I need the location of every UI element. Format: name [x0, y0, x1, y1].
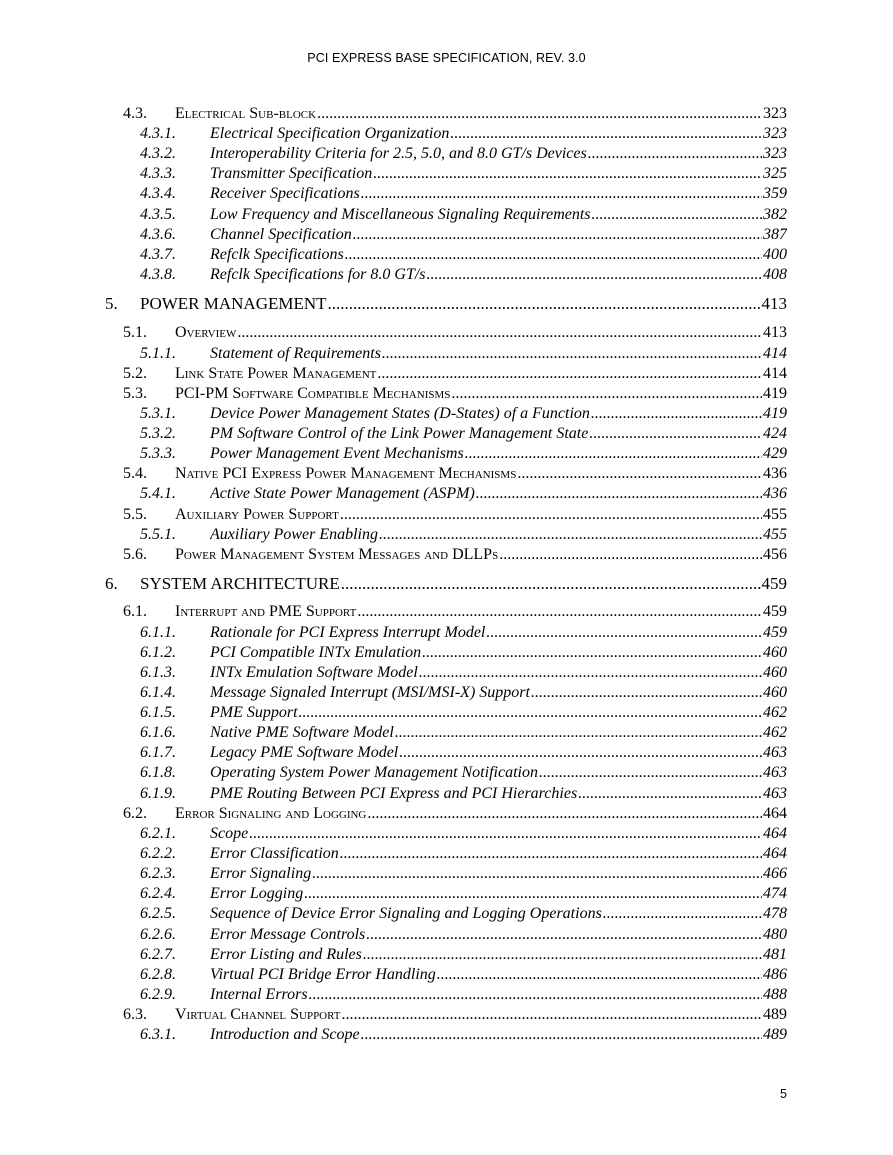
- dot-leader: [499, 545, 762, 565]
- dot-leader: [539, 763, 762, 783]
- toc-entry-page: 464: [763, 845, 787, 862]
- toc-entry-number: 4.3.2.: [140, 145, 176, 162]
- toc-entry-number: 4.3.5.: [140, 206, 176, 223]
- toc-entry-number: 5.3.1.: [140, 405, 176, 422]
- toc-entry-number: 6.1.3.: [140, 664, 176, 681]
- dot-leader: [437, 965, 762, 985]
- dot-leader: [353, 225, 762, 245]
- toc-entry-number: 6.: [105, 574, 118, 593]
- toc-entry-title: Interoperability Criteria for 2.5, 5.0, and 8.0 GT/s Devices: [210, 145, 587, 162]
- toc-entry-number: 6.1.5.: [140, 704, 176, 721]
- toc-entry[interactable]: [0, 643, 893, 663]
- toc-entry-page: 462: [763, 724, 787, 741]
- toc-entry-title: Power Management Event Mechanisms: [210, 445, 464, 462]
- toc-entry[interactable]: [0, 505, 893, 525]
- dot-leader: [451, 384, 762, 404]
- dot-leader: [531, 683, 762, 703]
- toc-entry-page: 466: [763, 865, 787, 882]
- toc-entry-number: 5.1.: [123, 324, 147, 341]
- toc-entry[interactable]: [0, 464, 893, 484]
- toc-entry-number: 5.5.: [123, 506, 147, 523]
- toc-entry-page: 488: [763, 986, 787, 1003]
- toc-entry-title: PME Support: [210, 704, 298, 721]
- toc-entry[interactable]: [0, 245, 893, 265]
- toc-entry[interactable]: [0, 824, 893, 844]
- toc-entry-number: 6.3.: [123, 1006, 147, 1023]
- toc-entry[interactable]: [0, 985, 893, 1005]
- toc-entry[interactable]: [0, 945, 893, 965]
- toc-entry[interactable]: [0, 124, 893, 144]
- dot-leader: [366, 925, 762, 945]
- toc-entry[interactable]: [0, 763, 893, 783]
- toc-entry-title: Scope: [210, 825, 249, 842]
- toc-entry-number: 6.2.7.: [140, 946, 176, 963]
- toc-entry-page: 455: [763, 506, 787, 523]
- toc-entry[interactable]: [0, 663, 893, 683]
- toc-entry[interactable]: [0, 743, 893, 763]
- toc-entry-page: 463: [763, 785, 787, 802]
- toc-entry-title: Link State Power Management: [175, 365, 377, 382]
- dot-leader: [373, 164, 762, 184]
- toc-entry-title: Auxiliary Power Support: [175, 506, 339, 523]
- dot-leader: [592, 205, 762, 225]
- toc-entry-number: 4.3.4.: [140, 185, 176, 202]
- toc-entry-page: 486: [763, 966, 787, 983]
- toc-entry-number: 5.2.: [123, 365, 147, 382]
- toc-entry-number: 6.2.5.: [140, 905, 176, 922]
- toc-entry-number: 4.3.1.: [140, 125, 176, 142]
- toc-entry[interactable]: [0, 925, 893, 945]
- toc-entry[interactable]: [0, 404, 893, 424]
- dot-leader: [237, 323, 762, 343]
- toc-entry-page: 459: [763, 603, 787, 620]
- toc-entry-page: 382: [763, 206, 787, 223]
- toc-entry-number: 6.1.1.: [140, 624, 176, 641]
- toc-entry-number: 4.3.3.: [140, 165, 176, 182]
- toc-entry[interactable]: [0, 1025, 893, 1045]
- toc-entry-number: 5.: [105, 294, 118, 313]
- dot-leader: [422, 643, 762, 663]
- toc-entry-number: 4.3.7.: [140, 246, 176, 263]
- toc-entry-title: INTx Emulation Software Model: [210, 664, 418, 681]
- toc-entry-title: Electrical Specification Organization: [210, 125, 450, 142]
- toc-entry-title: PCI Compatible INTx Emulation: [210, 644, 422, 661]
- dot-leader: [603, 904, 762, 924]
- toc-entry-title: Electrical Sub-block: [175, 105, 317, 122]
- toc-entry-page: 489: [763, 1006, 787, 1023]
- toc-entry-page: 419: [763, 405, 787, 422]
- toc-entry-page: 323: [763, 105, 787, 122]
- toc-entry[interactable]: [0, 602, 893, 622]
- dot-leader: [379, 525, 762, 545]
- dot-leader: [517, 464, 762, 484]
- toc-entry-title: Error Signaling: [210, 865, 312, 882]
- toc-entry-title: Refclk Specifications for 8.0 GT/s: [210, 266, 426, 283]
- dot-leader: [345, 245, 762, 265]
- toc-entry-number: 6.1.4.: [140, 684, 176, 701]
- toc-entry-number: 6.1.8.: [140, 764, 176, 781]
- dot-leader: [419, 663, 762, 683]
- toc-entry-title: Error Classification: [210, 845, 339, 862]
- toc-entry-number: 4.3.6.: [140, 226, 176, 243]
- dot-leader: [589, 424, 762, 444]
- toc-entry-page: 464: [763, 825, 787, 842]
- toc-entry-number: 6.1.6.: [140, 724, 176, 741]
- dot-leader: [591, 404, 762, 424]
- toc-entry[interactable]: [0, 294, 893, 314]
- toc-entry-number: 6.1.2.: [140, 644, 176, 661]
- toc-entry-number: 5.3.: [123, 385, 147, 402]
- toc-entry[interactable]: [0, 723, 893, 743]
- toc-entry-number: 6.2.4.: [140, 885, 176, 902]
- toc-entry[interactable]: [0, 965, 893, 985]
- toc-entry[interactable]: [0, 323, 893, 343]
- toc-entry-page: 460: [763, 644, 787, 661]
- toc-entry-page: 359: [763, 185, 787, 202]
- toc-entry-number: 5.1.1.: [140, 345, 176, 362]
- toc-entry[interactable]: [0, 864, 893, 884]
- toc-entry-number: 5.3.3.: [140, 445, 176, 462]
- toc-entry-number: 6.2.6.: [140, 926, 176, 943]
- toc-entry-page: 464: [763, 805, 787, 822]
- toc-entry-page: 463: [763, 744, 787, 761]
- toc-entry-title: PME Routing Between PCI Express and PCI Hierarchies: [210, 785, 578, 802]
- toc-entry[interactable]: [0, 184, 893, 204]
- toc-entry[interactable]: [0, 703, 893, 723]
- dot-leader: [342, 1005, 762, 1025]
- toc-entry-number: 4.3.: [123, 105, 147, 122]
- dot-leader: [317, 104, 762, 124]
- toc-entry-page: 325: [763, 165, 787, 182]
- dot-leader: [299, 703, 762, 723]
- dot-leader: [578, 784, 762, 804]
- toc-entry[interactable]: [0, 545, 893, 565]
- toc-entry-title: Operating System Power Management Notification: [210, 764, 538, 781]
- toc-entry-title: Error Listing and Rules: [210, 946, 362, 963]
- toc-entry-title: POWER MANAGEMENT: [140, 294, 327, 313]
- toc-entry-number: 6.1.9.: [140, 785, 176, 802]
- toc-entry[interactable]: [0, 364, 893, 384]
- toc-entry-title: Auxiliary Power Enabling: [210, 526, 378, 543]
- toc-entry-title: PM Software Control of the Link Power Management State: [210, 425, 589, 442]
- toc-entry-number: 6.2.1.: [140, 825, 176, 842]
- toc-entry-title: Device Power Management States (D-States) of a Function: [210, 405, 590, 422]
- toc-entry-title: Native PCI Express Power Management Mechanisms: [175, 465, 517, 482]
- toc-entry-number: 5.5.1.: [140, 526, 176, 543]
- toc-entry-title: Sequence of Device Error Signaling and Logging Operations: [210, 905, 602, 922]
- dot-leader: [382, 344, 762, 364]
- toc-entry[interactable]: [0, 205, 893, 225]
- toc-entry-page: 460: [763, 684, 787, 701]
- dot-leader: [309, 985, 762, 1005]
- toc-entry[interactable]: [0, 144, 893, 164]
- toc-entry[interactable]: [0, 164, 893, 184]
- dot-leader: [357, 602, 762, 622]
- toc-entry-page: 429: [763, 445, 787, 462]
- toc-entry-page: 436: [763, 485, 787, 502]
- toc-entry-title: Transmitter Specification: [210, 165, 373, 182]
- toc-entry[interactable]: [0, 844, 893, 864]
- toc-entry[interactable]: [0, 104, 893, 124]
- toc-entry-page: 387: [763, 226, 787, 243]
- toc-entry-page: 400: [763, 246, 787, 263]
- dot-leader: [486, 623, 762, 643]
- toc-entry-number: 6.2.3.: [140, 865, 176, 882]
- toc-entry-page: 413: [761, 294, 787, 313]
- toc-entry-number: 6.1.: [123, 603, 147, 620]
- dot-leader: [377, 364, 762, 384]
- dot-leader: [361, 184, 762, 204]
- toc-entry[interactable]: [0, 1005, 893, 1025]
- dot-leader: [341, 574, 761, 594]
- toc-entry-number: 6.2.9.: [140, 986, 176, 1003]
- toc-entry-title: Rationale for PCI Express Interrupt Model: [210, 624, 486, 641]
- toc-entry-number: 5.6.: [123, 546, 147, 563]
- toc-entry-title: Message Signaled Interrupt (MSI/MSI-X) Support: [210, 684, 530, 701]
- toc-entry[interactable]: [0, 525, 893, 545]
- toc-entry[interactable]: [0, 484, 893, 504]
- toc-entry[interactable]: [0, 884, 893, 904]
- toc-entry[interactable]: [0, 683, 893, 703]
- toc-entry-title: Virtual Channel Support: [175, 1006, 341, 1023]
- toc-entry-number: 6.2.: [123, 805, 147, 822]
- dot-leader: [395, 723, 762, 743]
- toc-entry[interactable]: [0, 265, 893, 285]
- toc-entry-title: Channel Specification: [210, 226, 352, 243]
- toc-entry-title: Statement of Requirements: [210, 345, 381, 362]
- toc-entry-title: Error Signaling and Logging: [175, 805, 367, 822]
- toc-entry-title: Error Message Controls: [210, 926, 366, 943]
- toc-entry-number: 6.3.1.: [140, 1026, 176, 1043]
- toc-entry[interactable]: [0, 623, 893, 643]
- dot-leader: [367, 804, 762, 824]
- toc-entry[interactable]: [0, 424, 893, 444]
- toc-entry-title: Virtual PCI Bridge Error Handling: [210, 966, 436, 983]
- toc-entry-page: 419: [763, 385, 787, 402]
- toc-entry-title: Receiver Specifications: [210, 185, 360, 202]
- dot-leader: [465, 444, 762, 464]
- toc-entry-title: PCI-PM Software Compatible Mechanisms: [175, 385, 451, 402]
- toc-entry-title: Power Management System Messages and DLLPs: [175, 546, 499, 563]
- toc-entry-title: Legacy PME Software Model: [210, 744, 399, 761]
- toc-entry[interactable]: [0, 804, 893, 824]
- dot-leader: [312, 864, 762, 884]
- toc-entry[interactable]: [0, 444, 893, 464]
- dot-leader: [363, 945, 762, 965]
- toc-entry-page: 456: [763, 546, 787, 563]
- toc-entry[interactable]: [0, 384, 893, 404]
- toc-entry-number: 6.2.2.: [140, 845, 176, 862]
- toc-entry-title: Introduction and Scope: [210, 1026, 360, 1043]
- toc-entry-page: 455: [763, 526, 787, 543]
- toc-entry-page: 489: [763, 1026, 787, 1043]
- toc-entry-number: 5.4.1.: [140, 485, 176, 502]
- dot-leader: [361, 1025, 762, 1045]
- toc-entry-page: 478: [763, 905, 787, 922]
- dot-leader: [340, 505, 762, 525]
- toc-entry-page: 462: [763, 704, 787, 721]
- toc-entry-title: Low Frequency and Miscellaneous Signaling Requirements: [210, 206, 591, 223]
- toc-entry-page: 408: [763, 266, 787, 283]
- toc-entry-number: 6.2.8.: [140, 966, 176, 983]
- toc-entry[interactable]: [0, 344, 893, 364]
- dot-leader: [427, 265, 762, 285]
- toc-entry[interactable]: [0, 784, 893, 804]
- toc-entry-page: 424: [763, 425, 787, 442]
- toc-entry[interactable]: [0, 225, 893, 245]
- dot-leader: [588, 144, 762, 164]
- toc-entry-title: Refclk Specifications: [210, 246, 344, 263]
- dot-leader: [304, 884, 762, 904]
- toc-entry-page: 323: [763, 145, 787, 162]
- toc-entry-title: Overview: [175, 324, 237, 341]
- toc-entry-number: 6.1.7.: [140, 744, 176, 761]
- toc-entry-page: 414: [763, 365, 787, 382]
- toc-entry-page: 460: [763, 664, 787, 681]
- toc-entry-page: 459: [761, 574, 787, 593]
- toc-entry[interactable]: [0, 904, 893, 924]
- toc-entry-page: 414: [763, 345, 787, 362]
- running-header: PCI EXPRESS BASE SPECIFICATION, REV. 3.0: [307, 51, 586, 65]
- toc-entry-number: 5.3.2.: [140, 425, 176, 442]
- toc-entry-page: 459: [763, 624, 787, 641]
- dot-leader: [340, 844, 762, 864]
- toc-entry-page: 413: [763, 324, 787, 341]
- page-number: 5: [780, 1087, 787, 1101]
- toc-entry[interactable]: [0, 574, 893, 594]
- dot-leader: [450, 124, 762, 144]
- toc-entry-page: 481: [763, 946, 787, 963]
- toc-entry-number: 4.3.8.: [140, 266, 176, 283]
- toc-entry-title: SYSTEM ARCHITECTURE: [140, 574, 340, 593]
- dot-leader: [476, 484, 762, 504]
- toc-entry-number: 5.4.: [123, 465, 147, 482]
- dot-leader: [249, 824, 762, 844]
- toc-entry-title: Internal Errors: [210, 986, 308, 1003]
- toc-entry-page: 463: [763, 764, 787, 781]
- toc-entry-page: 480: [763, 926, 787, 943]
- toc-entry-title: Active State Power Management (ASPM): [210, 485, 475, 502]
- toc-entry-page: 323: [763, 125, 787, 142]
- dot-leader: [328, 294, 761, 314]
- toc-entry-title: Error Logging: [210, 885, 304, 902]
- toc-entry-page: 436: [763, 465, 787, 482]
- dot-leader: [399, 743, 762, 763]
- toc-entry-page: 474: [763, 885, 787, 902]
- toc-entry-title: Native PME Software Model: [210, 724, 394, 741]
- toc-entry-title: Interrupt and PME Support: [175, 603, 357, 620]
